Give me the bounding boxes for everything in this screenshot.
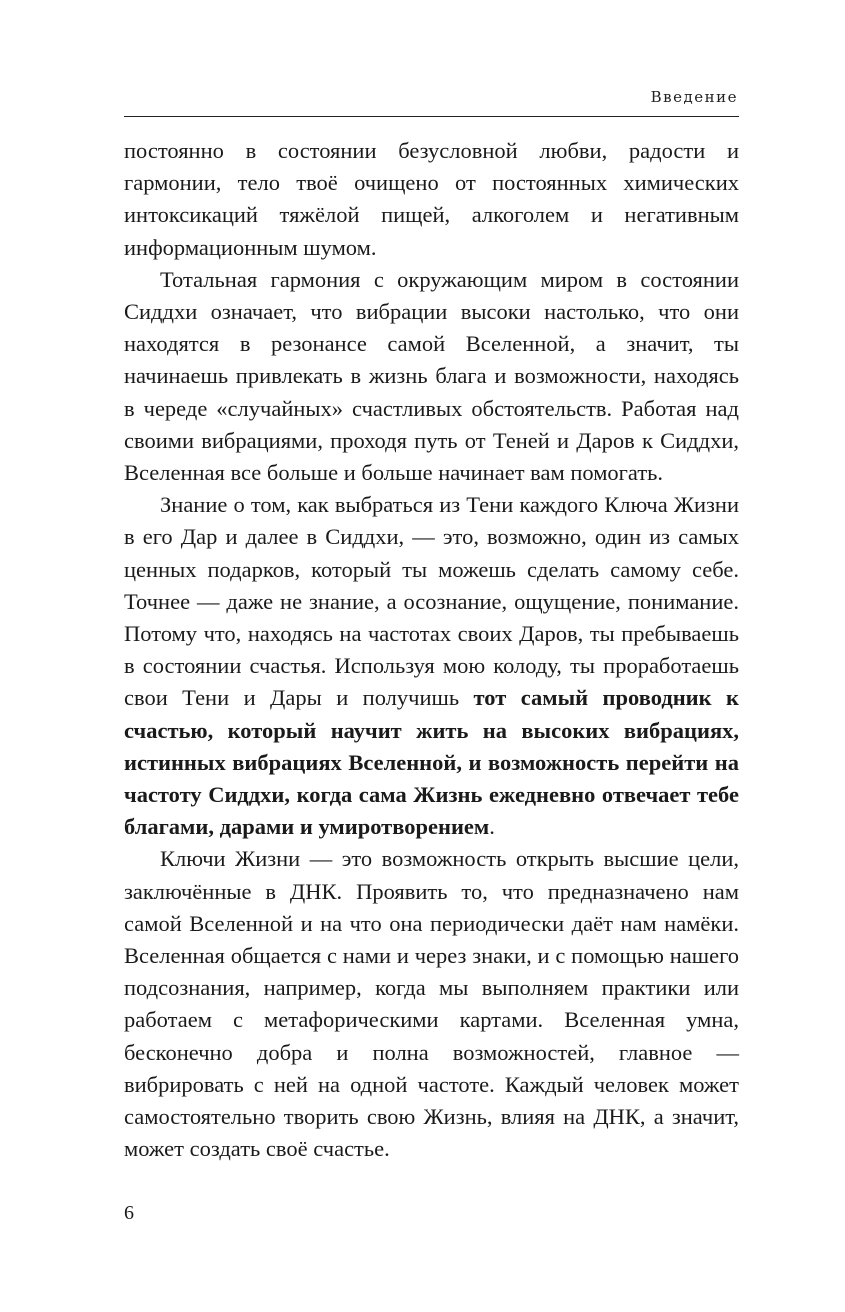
body-text xyxy=(124,135,739,1166)
paragraph-1: постоянно в состоянии безусловной любви, радости и гармонии, тело твоё очищено от постоянных химических интоксикаций тяжёлой пищей, алкоголем и негативным информационным шумом. xyxy=(124,138,739,260)
paragraph-3-bold: тот самый проводник к счастью, который научит жить на высоких вибрациях, истинных вибрациях Вселенной, и возможность перейти на частоту Сиддхи, когда сама Жизнь ежедневно отвечает тебе благами, дарами и умиротворением xyxy=(124,685,739,840)
header-rule xyxy=(124,116,739,117)
paragraph-3 xyxy=(124,489,739,843)
paragraph-4: Ключи Жизни — это возможность открыть высшие цели, заключённые в ДНК. Проявить то, что предназначено нам самой Вселенной и на что она периодически даёт нам намёки. Вселенная общается с нами и через знаки, и с помощью нашего подсознания, например, когда мы выполняем практики или работаем с метафорическими картами. Вселенная умна, бесконечно добра и полна возможностей, главное — вибрировать с ней на одной частоте. Каждый человек может самостоятельно творить свою Жизнь, влияя на ДНК, а значит, может создать своё счастье. xyxy=(124,846,739,1162)
paragraph-2: Тотальная гармония с окружающим миром в состоянии Сиддхи означает, что вибрации высоки настолько, что они находятся в резонансе самой Вселенной, а значит, ты начинаешь привлекать в жизнь блага и возможности, находясь в череде «случайных» счастливых обстоятельств. Работая над своими вибрациями, проходя путь от Теней и Даров к Сиддхи, Вселенная все больше и больше начинает вам помогать. xyxy=(124,266,739,486)
page-number: 6 xyxy=(124,1202,134,1224)
paragraph-3-start: Знание о том, как выбраться из Тени каждого Ключа Жизни в его Дар и далее в Сиддхи, — это, возможно, один из самых ценных подарков, который ты можешь сделать самому себе. Точнее — даже не знание, а осознание, ощущение, понимание. Потому что, находясь на частотах своих Даров, ты пребываешь в состоянии счастья. Используя мою колоду, ты проработаешь свои Тени и Дары и получишь xyxy=(124,492,739,711)
paragraph-3-end: . xyxy=(489,814,495,840)
running-head: Введение xyxy=(650,88,738,106)
